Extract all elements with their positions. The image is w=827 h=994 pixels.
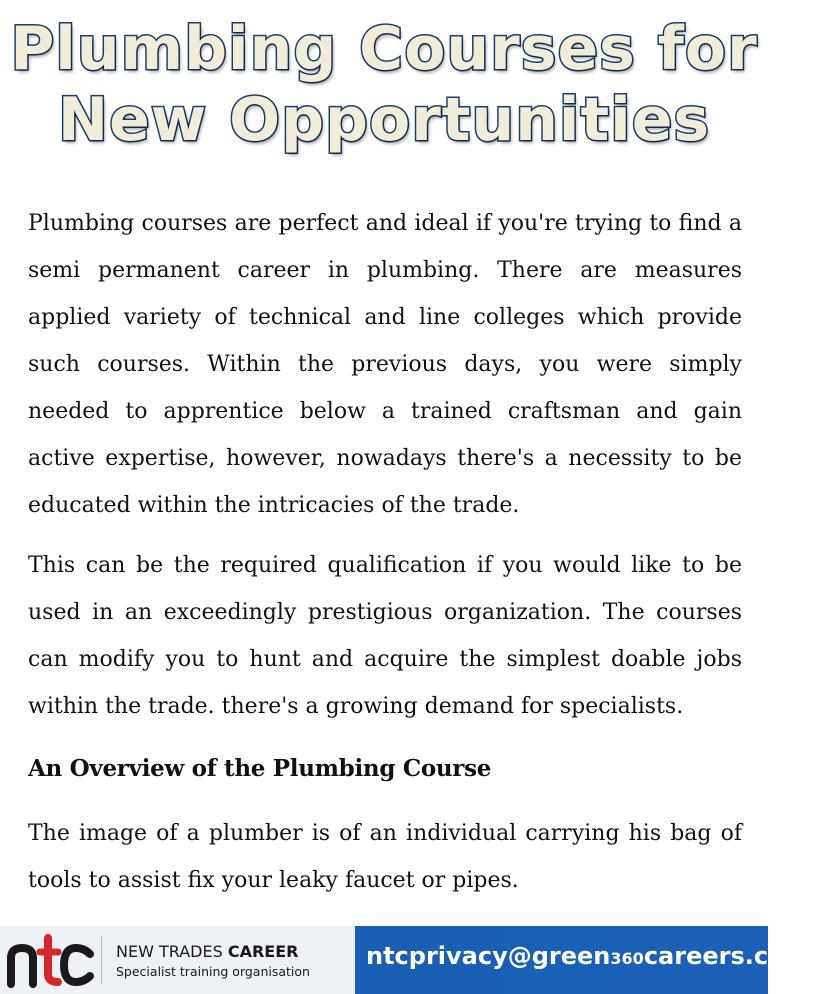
- brand-name-prefix: NEW TRADES: [116, 942, 228, 961]
- email-part-1: ntcprivacy@green: [366, 942, 611, 970]
- paragraph-intro: Plumbing courses are perfect and ideal if you're trying to find a semi permanent career in plumbing. There are measures applied variety of technical and line colleges which provide such courses. Within the previous days, you were simply needed to apprentice below a trained craftsman and gain active expertise, however, nowadays there's a necessity to be educated within the intricacies of the trade.: [28, 211, 742, 518]
- paragraph-overview: The image of a plumber is of an individual carrying his bag of tools to assist fix your leaky faucet or pipes.: [28, 821, 742, 893]
- contact-email: [366, 942, 827, 970]
- email-part-3: careers.co.uk: [643, 942, 827, 970]
- email-part-2: 360: [610, 949, 644, 968]
- ntc-logo-icon: [8, 934, 94, 986]
- section-heading: An Overview of the Plumbing Course: [28, 755, 492, 782]
- brand-panel: [0, 926, 355, 994]
- title-line-2: New Opportunities: [57, 84, 711, 155]
- footer-banner: [0, 926, 827, 994]
- brand-tagline: Specialist training organisation: [116, 964, 310, 979]
- logo-divider: [101, 936, 102, 984]
- title-line-1: Plumbing Courses for: [10, 14, 758, 84]
- brand-name: [116, 942, 298, 961]
- brand-name-bold: CAREER: [227, 942, 299, 961]
- paragraph-qualification: This can be the required qualification if you would like to be used in an exceedingly prestigious organization. The courses can modify you to hunt and acquire the simplest doable jobs within the trade. there's a growing demand for specialists.: [28, 553, 742, 719]
- article-body: [28, 200, 742, 904]
- page-title: [0, 14, 768, 156]
